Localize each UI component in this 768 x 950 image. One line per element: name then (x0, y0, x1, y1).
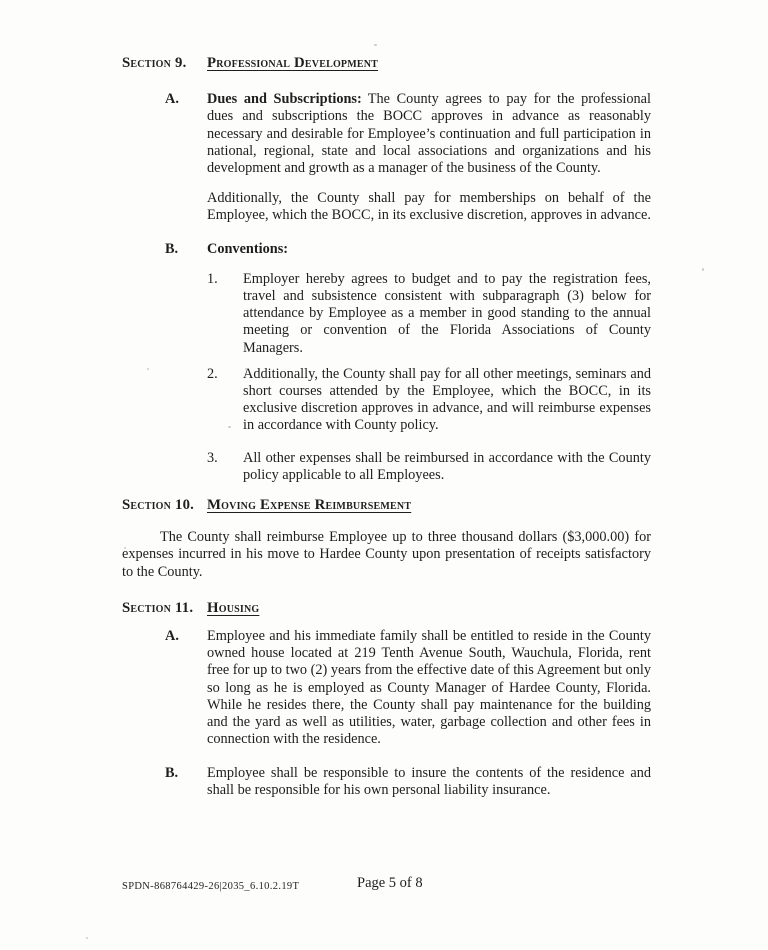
scan-speck (374, 44, 377, 46)
numbered-item-3-text: All other expenses shall be reimbursed in accordance with the County policy applicable to all Employees. (243, 449, 651, 483)
section-11-title: Housing (207, 599, 260, 616)
section-9-heading (122, 55, 651, 72)
scan-speck (702, 268, 704, 271)
scan-speck (86, 937, 88, 939)
numbered-item-1-label: 1. (207, 270, 218, 287)
section-11-label: Section 11. (122, 599, 194, 616)
section-9-title: Professional Development (207, 55, 379, 71)
item-a-label: A. (165, 628, 179, 645)
numbered-item-2-text: Additionally, the County shall pay for all other meetings, seminars and short courses attended by the Employee, which the BOCC, in its exclusive discretion approves in advance, and will reimburse expenses in accordance with County policy. (243, 365, 651, 434)
section-11-item-b (165, 765, 651, 799)
section-10-paragraph: The County shall reimburse Employee up to three thousand dollars ($3,000.00) for expenses incurred in his move to Hardee County upon presentation of receipts satisfactory to the County. (122, 529, 651, 580)
item-b-body (207, 241, 651, 258)
footer-document-id: SPDN-868764429-26|2035_6.10.2.19T (122, 881, 300, 892)
numbered-item-1-text: Employer hereby agrees to budget and to pay the registration fees, travel and subsistence consistent with subparagraph (3) below for attendance by Employee as a member in good standing to the annual meeting or convention of the Florida Associations of County Managers. (243, 270, 651, 356)
numbered-item-3-label: 3. (207, 449, 218, 466)
item-b-label: B. (165, 240, 179, 257)
section-9-item-a (165, 91, 651, 177)
item-b-lead: Conventions: (207, 240, 289, 257)
section-11-item-a (165, 628, 651, 748)
section-9-numbered-item-3 (207, 450, 651, 484)
item-a-text: Employee and his immediate family shall be entitled to reside in the County owned house located at 219 Tenth Avenue South, Wauchula, Florida, rent free for up to two (2) years from the effective date of this Agreement but only so long as he is employed as County Manager of Hardee County, Florida. While he resides there, the County shall pay maintenance for the building and the yard as well as utilities, water, garbage collection and other fees in connection with the residence. (207, 628, 651, 748)
item-a-text: The County agrees to pay for the professional dues and subscriptions the BOCC approves in advance as reasonably necessary and desirable for Employee’s continuation and full participation in national, regional, state and local associations and organizations and his development and growth as a manager of the business of the County. (207, 91, 651, 177)
section-9-item-b (165, 241, 651, 258)
scan-speck (228, 426, 231, 428)
page-content (122, 55, 651, 799)
section-10-label: Section 10. (122, 497, 195, 514)
scan-speck (124, 547, 126, 549)
section-9-label: Section 9. (122, 55, 187, 71)
item-b-label: B. (165, 764, 179, 781)
section-9-numbered-item-2 (207, 366, 651, 435)
section-10-title: Moving Expense Reimbursement (207, 497, 412, 514)
section-9-numbered-item-1 (207, 271, 651, 357)
numbered-item-2-label: 2. (207, 365, 218, 382)
section-9-item-a-continuation: Additionally, the County shall pay for memberships on behalf of the Employee, which the BOCC, in its exclusive discretion, approves in advance. (207, 190, 651, 224)
scan-speck (245, 368, 247, 370)
section-10-heading (122, 497, 651, 514)
footer-page-number: Page 5 of 8 (357, 875, 423, 891)
scan-speck (147, 368, 149, 370)
item-a-lead: Dues and Subscriptions: (207, 91, 362, 108)
item-a-body (207, 91, 651, 177)
item-b-text: Employee shall be responsible to insure the contents of the residence and shall be responsible for his own personal liability insurance. (207, 764, 651, 798)
section-11-heading (122, 600, 651, 617)
item-a-label: A. (165, 91, 179, 108)
